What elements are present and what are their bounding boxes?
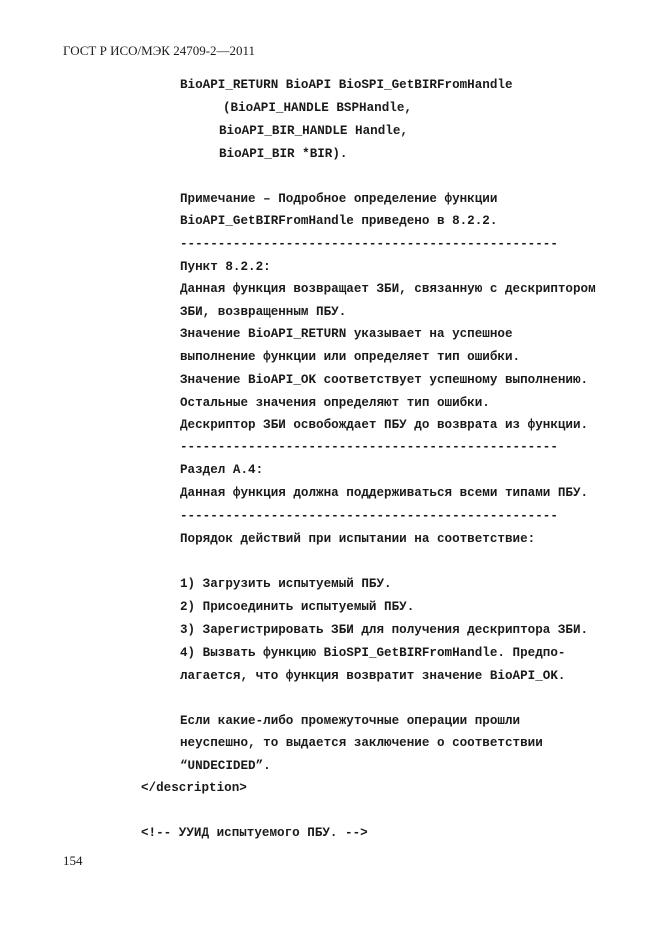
- text-line: Дескриптор ЗБИ освобождает ПБУ до возврата из функции.: [180, 418, 589, 432]
- text-line: Если какие-либо промежуточные операции прошли: [180, 714, 521, 728]
- text-line: ЗБИ, возвращенным ПБУ.: [180, 305, 347, 319]
- step-item: 2) Присоединить испытуемый ПБУ.: [180, 600, 415, 614]
- page-number: 154: [63, 853, 83, 868]
- step-item: лагается, что функция возвратит значение BioAPI_OK.: [180, 669, 566, 683]
- text-line: Данная функция возвращает ЗБИ, связанную с дескриптором: [180, 282, 596, 296]
- section-heading: Раздел А.4:: [180, 463, 264, 477]
- page-header: ГОСТ Р ИСО/МЭК 24709-2—2011: [63, 43, 256, 58]
- xml-closing-tag: </description>: [141, 781, 247, 795]
- text-line: “UNDECIDED”.: [180, 759, 271, 773]
- code-line: BioAPI_RETURN BioAPI BioSPI_GetBIRFromHandle: [180, 78, 513, 92]
- code-line: BioAPI_BIR *BIR).: [219, 147, 348, 161]
- separator-line: --------------------------------------------------: [180, 509, 558, 523]
- text-line: неуспешно, то выдается заключение о соответствии: [180, 736, 543, 750]
- section-heading: Пункт 8.2.2:: [180, 260, 271, 274]
- text-line: Порядок действий при испытании на соответствие:: [180, 532, 536, 546]
- note-line: Примечание – Подробное определение функции: [180, 192, 498, 206]
- code-line: BioAPI_BIR_HANDLE Handle,: [219, 124, 408, 138]
- separator-line: --------------------------------------------------: [180, 237, 558, 251]
- text-line: выполнение функции или определяет тип ошибки.: [180, 350, 521, 364]
- text-line: Значение BioAPI_OK соответствует успешному выполнению.: [180, 373, 589, 387]
- step-item: 4) Вызвать функцию BioSPI_GetBIRFromHandle. Предпо-: [180, 646, 566, 660]
- text-line: Значение BioAPI_RETURN указывает на успешное: [180, 327, 513, 341]
- code-line: (BioAPI_HANDLE BSPHandle,: [223, 101, 412, 115]
- step-item: 1) Загрузить испытуемый ПБУ.: [180, 577, 392, 591]
- step-item: 3) Зарегистрировать ЗБИ для получения дескриптора ЗБИ.: [180, 623, 589, 637]
- separator-line: --------------------------------------------------: [180, 440, 558, 454]
- xml-comment: <!-- УУИД испытуемого ПБУ. -->: [141, 826, 368, 840]
- note-line: BioAPI_GetBIRFromHandle приведено в 8.2.2.: [180, 214, 498, 228]
- text-line: Остальные значения определяют тип ошибки.: [180, 396, 490, 410]
- text-line: Данная функция должна поддерживаться всеми типами ПБУ.: [180, 486, 589, 500]
